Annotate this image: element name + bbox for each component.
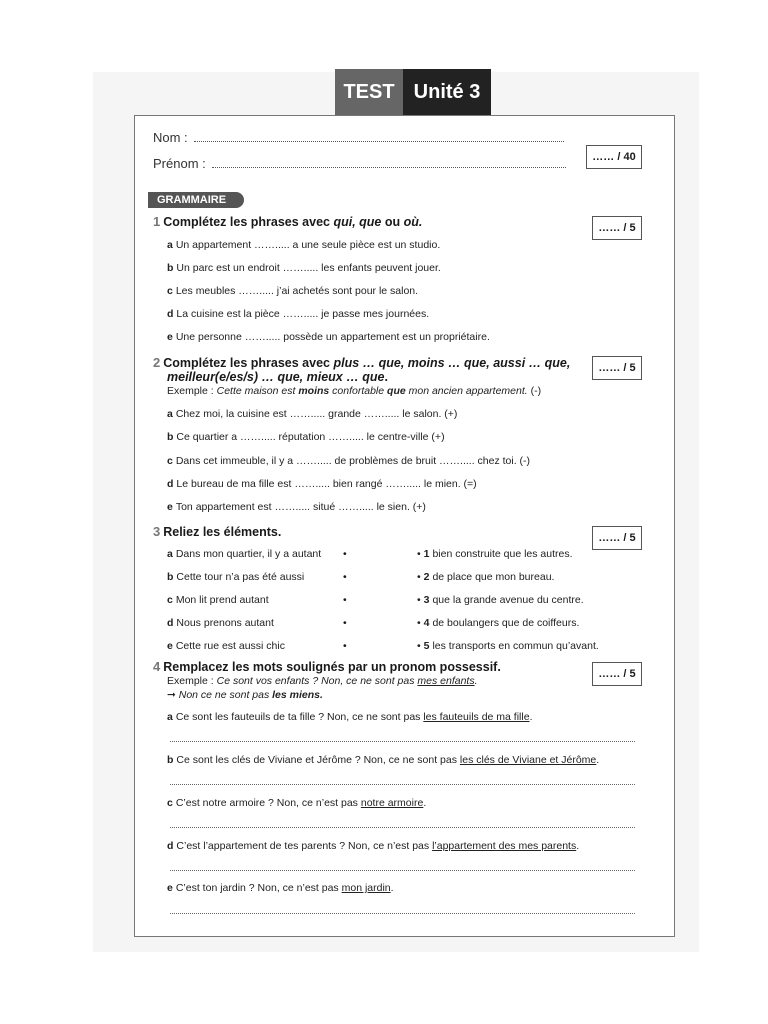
item-number: 4: [423, 617, 430, 629]
item-letter: c: [167, 455, 173, 467]
item-letter: e: [167, 882, 173, 894]
ex4-item-a: [167, 711, 532, 723]
arrow-icon: ➞: [167, 689, 176, 701]
ex1-item-c: [167, 285, 418, 297]
ex1-title-mid: ou: [381, 215, 404, 229]
item-letter: d: [167, 617, 174, 629]
ex4-item-b: [167, 754, 599, 766]
ex3-left-d: [167, 617, 274, 629]
item-text: C’est ton jardin ? Non, ce n’est pas: [175, 882, 342, 894]
ex1-item-d: [167, 308, 429, 320]
ex2-title-line2: [167, 370, 388, 384]
item-underlined: l’appartement des mes parents: [432, 840, 577, 852]
item-letter: c: [167, 797, 173, 809]
ex1-number: 1: [153, 214, 161, 229]
ex2-item-c: [167, 455, 530, 467]
ex2-number: 2: [153, 355, 161, 370]
item-text: Le bureau de ma fille est ……..... bien rangé ……..... le mien. (=): [176, 478, 477, 490]
ex4-answer-line-c[interactable]: [170, 826, 635, 828]
item-text: Dans cet immeuble, il y a ……..... de problèmes de bruit ……..... chez toi. (-): [175, 455, 531, 467]
item-letter: a: [167, 408, 173, 420]
example-answer-bold: les miens.: [272, 689, 323, 701]
item-letter: a: [167, 239, 173, 251]
ex3-right-3: [417, 594, 584, 606]
ex1-title-text: Complétez les phrases avec: [163, 215, 334, 229]
item-text: Un parc est un endroit ……..... les enfants peuvent jouer.: [176, 262, 441, 274]
item-text: Les meubles ……..... j’ai achetés sont pour le salon.: [175, 285, 419, 297]
item-text: Ton appartement est ……..... situé ……..... le sien. (+): [175, 501, 426, 513]
ex4-answer-line-a[interactable]: [170, 740, 635, 742]
ex1-title-end: où.: [403, 215, 423, 229]
example-label: Exemple :: [167, 385, 217, 397]
item-letter: c: [167, 285, 173, 297]
ex2-title-italic-1: plus … que, moins … que, aussi … que,: [333, 356, 571, 370]
ex4-title-text: Remplacez les mots soulignés par un pronom possessif.: [163, 660, 501, 674]
ex3-score-box[interactable]: …… / 5: [592, 526, 642, 550]
item-text: Ce sont les fauteuils de ta fille ? Non, ce ne sont pas: [175, 711, 424, 723]
item-number: 1: [423, 548, 430, 560]
ex1-score-box[interactable]: …… / 5: [592, 216, 642, 240]
total-score-box[interactable]: …… / 40: [586, 145, 642, 169]
item-number: 2: [423, 571, 430, 583]
example-text: Ce sont vos enfants ? Non, ce ne sont pas: [216, 675, 418, 687]
prenom-label: Prénom :: [153, 156, 206, 171]
item-letter: a: [167, 548, 173, 560]
ex2-score-box[interactable]: …… / 5: [592, 356, 642, 380]
ex1-title-words: qui, que: [333, 215, 382, 229]
example-part: confortable: [329, 385, 388, 397]
match-dot-right[interactable]: •: [417, 548, 421, 560]
ex3-right-4: [417, 617, 579, 629]
ex4-example-answer: [167, 689, 323, 701]
item-underlined: notre armoire: [360, 797, 424, 809]
item-end: .: [423, 797, 427, 809]
match-dot-right[interactable]: •: [417, 594, 421, 606]
unit-label: Unité 3: [403, 69, 491, 115]
ex2-item-a: [167, 408, 457, 420]
item-text: Un appartement ……..... a une seule pièce est un studio.: [175, 239, 441, 251]
ex2-title-text: Complétez les phrases avec: [163, 356, 334, 370]
match-dot-left-e[interactable]: •: [343, 640, 347, 652]
item-text: que la grande avenue du centre.: [432, 594, 584, 606]
ex2-title-end: .: [384, 370, 388, 384]
item-text: Mon lit prend autant: [175, 594, 269, 606]
match-dot-right[interactable]: •: [417, 571, 421, 583]
example-suffix: (-): [527, 385, 542, 397]
prenom-row: [153, 156, 566, 171]
ex3-right-5: [417, 640, 599, 652]
match-dot-left-b[interactable]: •: [343, 571, 347, 583]
ex4-number: 4: [153, 659, 161, 674]
example-bold: que: [387, 385, 406, 397]
item-letter: b: [167, 571, 174, 583]
item-letter: e: [167, 501, 173, 513]
ex4-answer-line-d[interactable]: [170, 869, 635, 871]
ex2-title-italic-2: meilleur(e/es/s) … que, mieux … que: [167, 370, 385, 384]
ex3-right-1: [417, 548, 573, 560]
item-letter: d: [167, 840, 174, 852]
ex3-title: [153, 524, 281, 539]
ex4-title: [153, 659, 501, 674]
item-number: 5: [423, 640, 430, 652]
item-end: .: [596, 754, 600, 766]
ex2-item-e: [167, 501, 426, 513]
nom-label: Nom :: [153, 130, 188, 145]
item-text: Ce sont les clés de Viviane et Jérôme ? Non, ce ne sont pas: [176, 754, 460, 766]
ex2-title: [153, 355, 570, 370]
ex1-item-a: [167, 239, 440, 251]
ex4-answer-line-e[interactable]: [170, 912, 635, 914]
example-part: mon ancien appartement.: [405, 385, 528, 397]
item-text: bien construite que les autres.: [432, 548, 573, 560]
match-dot-left-d[interactable]: •: [343, 617, 347, 629]
ex4-item-d: [167, 840, 579, 852]
item-text: Cette rue est aussi chic: [175, 640, 285, 652]
item-letter: e: [167, 640, 173, 652]
ex4-example: [167, 675, 478, 687]
item-underlined: les fauteuils de ma fille: [423, 711, 530, 723]
item-letter: b: [167, 754, 174, 766]
ex4-answer-line-b[interactable]: [170, 783, 635, 785]
example-part: Cette maison est: [216, 385, 299, 397]
match-dot-left-c[interactable]: •: [343, 594, 347, 606]
ex1-title: [153, 214, 422, 229]
item-end: .: [529, 711, 533, 723]
ex2-item-b: [167, 431, 445, 443]
item-text: Une personne ……..... possède un appartement est un propriétaire.: [175, 331, 490, 343]
ex1-item-e: [167, 331, 490, 343]
item-text: de boulangers que de coiffeurs.: [432, 617, 580, 629]
test-header: [335, 69, 491, 115]
item-number: 3: [423, 594, 430, 606]
item-letter: d: [167, 478, 174, 490]
example-answer-text: Non ce ne sont pas: [175, 689, 273, 701]
ex3-left-a: [167, 548, 321, 560]
item-underlined: les clés de Viviane et Jérôme: [459, 754, 597, 766]
item-text: Cette tour n’a pas été aussi: [176, 571, 305, 583]
item-text: C’est l’appartement de tes parents ? Non, ce n’est pas: [176, 840, 433, 852]
match-dot-left-a[interactable]: •: [343, 548, 347, 560]
match-dot-right[interactable]: •: [417, 640, 421, 652]
item-text: les transports en commun qu’avant.: [432, 640, 599, 652]
ex2-example: [167, 385, 541, 397]
nom-field[interactable]: [194, 132, 564, 142]
item-text: Ce quartier a ……..... réputation ……..... le centre-ville (+): [176, 431, 445, 443]
match-dot-right[interactable]: •: [417, 617, 421, 629]
item-text: Nous prenons autant: [176, 617, 274, 629]
ex4-item-e: [167, 882, 394, 894]
ex1-item-b: [167, 262, 441, 274]
ex3-left-b: [167, 571, 304, 583]
example-label: Exemple :: [167, 675, 217, 687]
item-letter: e: [167, 331, 173, 343]
item-letter: b: [167, 431, 174, 443]
item-text: Chez moi, la cuisine est ……..... grande ……..... le salon. (+): [175, 408, 458, 420]
item-letter: c: [167, 594, 173, 606]
example-bold: moins: [298, 385, 330, 397]
ex3-number: 3: [153, 524, 161, 539]
item-letter: b: [167, 262, 174, 274]
ex2-item-d: [167, 478, 477, 490]
ex3-left-c: [167, 594, 269, 606]
item-underlined: mon jardin: [341, 882, 391, 894]
item-text: C’est notre armoire ? Non, ce n’est pas: [175, 797, 361, 809]
ex4-score-box[interactable]: …… / 5: [592, 662, 642, 686]
item-text: La cuisine est la pièce ……..... je passe mes journées.: [176, 308, 430, 320]
ex4-item-c: [167, 797, 426, 809]
example-end: .: [474, 675, 478, 687]
example-underlined: mes enfants: [417, 675, 475, 687]
item-letter: a: [167, 711, 173, 723]
prenom-field[interactable]: [212, 158, 566, 168]
section-label-grammaire: GRAMMAIRE: [148, 192, 244, 208]
item-end: .: [390, 882, 394, 894]
test-label: TEST: [335, 69, 403, 115]
item-text: de place que mon bureau.: [432, 571, 555, 583]
nom-row: [153, 130, 564, 145]
ex3-right-2: [417, 571, 554, 583]
item-letter: d: [167, 308, 174, 320]
ex3-title-text: Reliez les éléments.: [163, 525, 282, 539]
ex3-left-e: [167, 640, 285, 652]
item-text: Dans mon quartier, il y a autant: [175, 548, 322, 560]
item-end: .: [576, 840, 580, 852]
